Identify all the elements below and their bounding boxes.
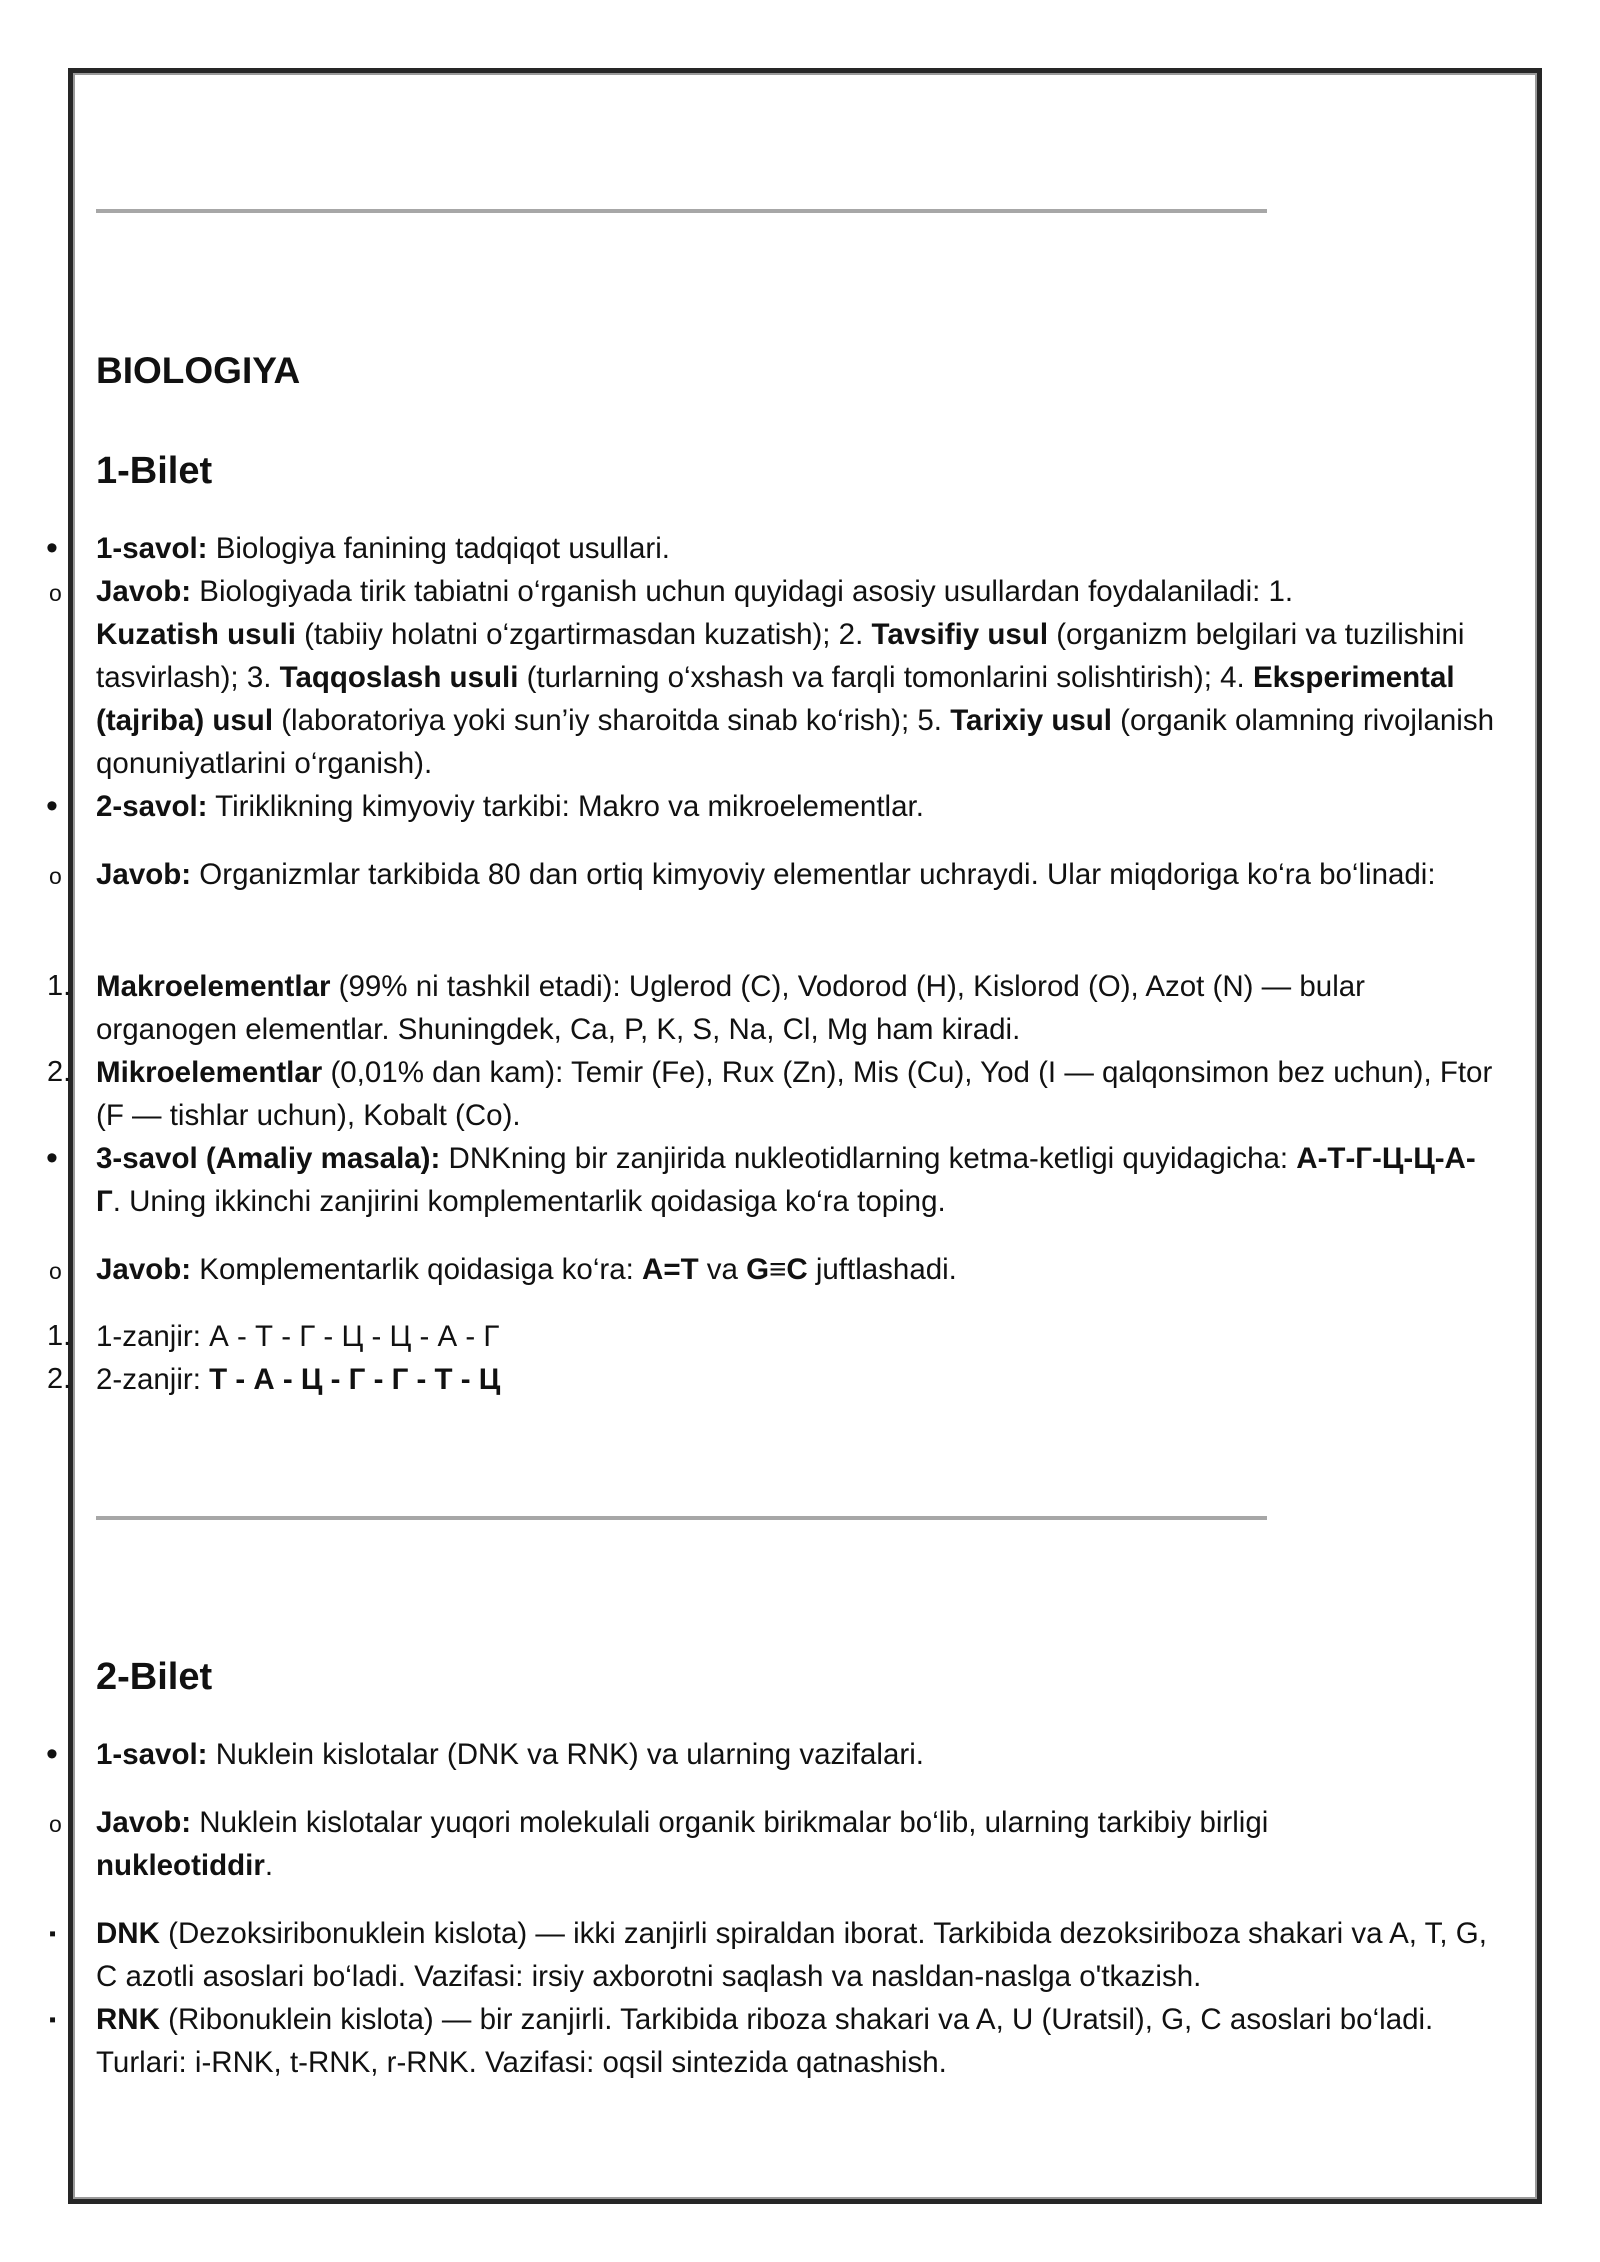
question-text: Biologiya fanining tadqiqot usullari. [215,532,670,565]
method-2-desc: (organizm belgilari va tuzilishini tasvirlash); 3. [96,618,1465,694]
method-4-name: Eksperimental (tajriba) usul [96,661,1455,737]
question-label: 3-savol (Amaliy masala): [96,1142,441,1175]
chain-1-line [47,1315,1496,1358]
bullet-disc-icon: • [46,1139,58,1177]
list-number: 1. [47,970,72,1002]
horizontal-rule-top [96,209,1267,213]
chain-sequence: А - Т - Г - Ц - Ц - А - Г [209,1320,500,1353]
answer-label: Javob: [96,575,192,608]
ticket-1-answer-2-item-2 [47,1051,1496,1137]
question-text: Nuklein kislotalar (DNK va RNK) va ularning vazifalari. [215,1738,924,1771]
dna-sequence: А-Т-Г-Ц-Ц-А-Г [96,1142,1476,1218]
dnk-item [49,1912,1496,1998]
method-1-desc: (tabiiy holatni o‘zgartirmasdan kuzatish); 2. [304,618,864,651]
ticket-1-question-1 [46,527,1496,570]
method-2-name: Tavsifiy usul [871,618,1049,651]
ticket-2-question-1 [46,1733,1496,1776]
answer-intro: Biologiyada tirik tabiatni o‘rganish uchun quyidagi asosiy usullardan foydalaniladi: 1. [199,575,1294,608]
ticket-1-title: 1-Bilet [96,450,213,492]
bullet-circle-icon: o [49,863,62,889]
list-number: 2. [47,1056,72,1088]
conjunction: va [706,1253,738,1286]
bullet-circle-icon: o [49,1258,62,1284]
answer-text: Organizmlar tarkibida 80 dan ortiq kimyoviy elementlar uchraydi. Ular miqdoriga ko‘ra bo‘linadi: [199,858,1436,891]
bullet-disc-icon: • [46,787,58,825]
answer-label: Javob: [96,1253,192,1286]
bullet-circle-icon: o [49,1811,62,1837]
item-name: Makroelementlar [96,970,331,1003]
answer-label: Javob: [96,858,192,891]
answer-bold: nukleotiddir [96,1849,265,1882]
ticket-2-answer-1 [49,1801,1436,1887]
rnk-item [49,1998,1496,2084]
method-5-desc: (organik olamning rivojlanish qonuniyatlarini o‘rganish). [96,704,1495,780]
answer-text: Komplementarlik qoidasiga ko‘ra: [199,1253,634,1286]
list-number: 2. [47,1363,72,1395]
chain-sequence: Т - А - Ц - Г - Г - Т - Ц [209,1363,501,1396]
ticket-1-answer-2 [49,853,1476,896]
item-name: DNK [96,1917,160,1950]
ticket-1-question-2 [46,785,1496,828]
method-3-desc: (turlarning o‘xshash va farqli tomonlarini solishtirish); 4. [526,661,1245,694]
ticket-1-answer-3 [49,1248,1496,1291]
chain-label: 2-zanjir: [96,1363,201,1396]
horizontal-rule-middle [96,1516,1267,1520]
answer-text: Nuklein kislotalar yuqori molekulali organik birikmalar bo‘lib, ularning tarkibiy birligi [199,1806,1269,1839]
ticket-1-answer-1 [49,570,1496,785]
item-text: (Ribonuklein kislota) — bir zanjirli. Tarkibida riboza shakari va A, U (Uratsil), G, C asoslari bo‘ladi. Turlari: i-RNK, t-RNK, r-RNK. Vazifasi: oqsil sintezida qatnashish. [96,2003,1434,2079]
bullet-square-icon: ▪ [49,1923,57,1945]
list-number: 1. [47,1320,72,1352]
method-4-desc: (laboratoriya yoki sun’iy sharoitda sinab ko‘rish); 5. [281,704,942,737]
question-label: 1-savol: [96,1738,208,1771]
item-text: (Dezoksiribonuklein kislota) — ikki zanjirli spiraldan iborat. Tarkibida dezoksiriboza shakari va A, T, G, C azotli asoslari bo‘ladi. Vazifasi: irsiy axborotni saqlash va nasldan-naslga o'tkazish. [96,1917,1487,1993]
item-name: Mikroelementlar [96,1056,323,1089]
method-5-name: Tarixiy usul [950,704,1112,737]
subject-heading: BIOLOGIYA [96,350,301,391]
chain-2-line [47,1358,1496,1401]
ticket-2-title: 2-Bilet [96,1656,213,1698]
answer-text-2: juftlashadi. [815,1253,957,1286]
chain-label: 1-zanjir: [96,1320,201,1353]
question-text-2: . Uning ikkinchi zanjirini komplementarlik qoidasiga ko‘ra toping. [112,1185,946,1218]
method-3-name: Taqqoslash usuli [279,661,519,694]
bullet-disc-icon: • [46,529,58,567]
question-text: Tiriklikning kimyoviy tarkibi: Makro va mikroelementlar. [215,790,924,823]
question-text: DNKning bir zanjirida nukleotidlarning ketma-ketligi quyidagicha: [448,1142,1289,1175]
bullet-circle-icon: o [49,580,62,606]
item-text: (0,01% dan kam): Temir (Fe), Rux (Zn), Mis (Cu), Yod (I — qalqonsimon bez uchun), Ftor (F — tishlar uchun), Kobalt (Co). [96,1056,1493,1132]
bullet-square-icon: ▪ [49,2009,57,2031]
item-name: RNK [96,2003,160,2036]
pair-at: A=T [642,1253,699,1286]
question-label: 2-savol: [96,790,208,823]
answer-label: Javob: [96,1806,192,1839]
method-1-name: Kuzatish usuli [96,618,296,651]
question-label: 1-savol: [96,532,208,565]
bullet-disc-icon: • [46,1735,58,1773]
item-text: (99% ni tashkil etadi): Uglerod (C), Vodorod (H), Kislorod (O), Azot (N) — bular organogen elementlar. Shuningdek, Ca, P, K, S, Na, Cl, Mg ham kiradi. [96,970,1365,1046]
ticket-1-answer-2-item-1 [47,965,1496,1051]
ticket-1-question-3 [46,1137,1496,1223]
answer-end: . [264,1849,274,1882]
pair-gc: G≡C [746,1253,808,1286]
